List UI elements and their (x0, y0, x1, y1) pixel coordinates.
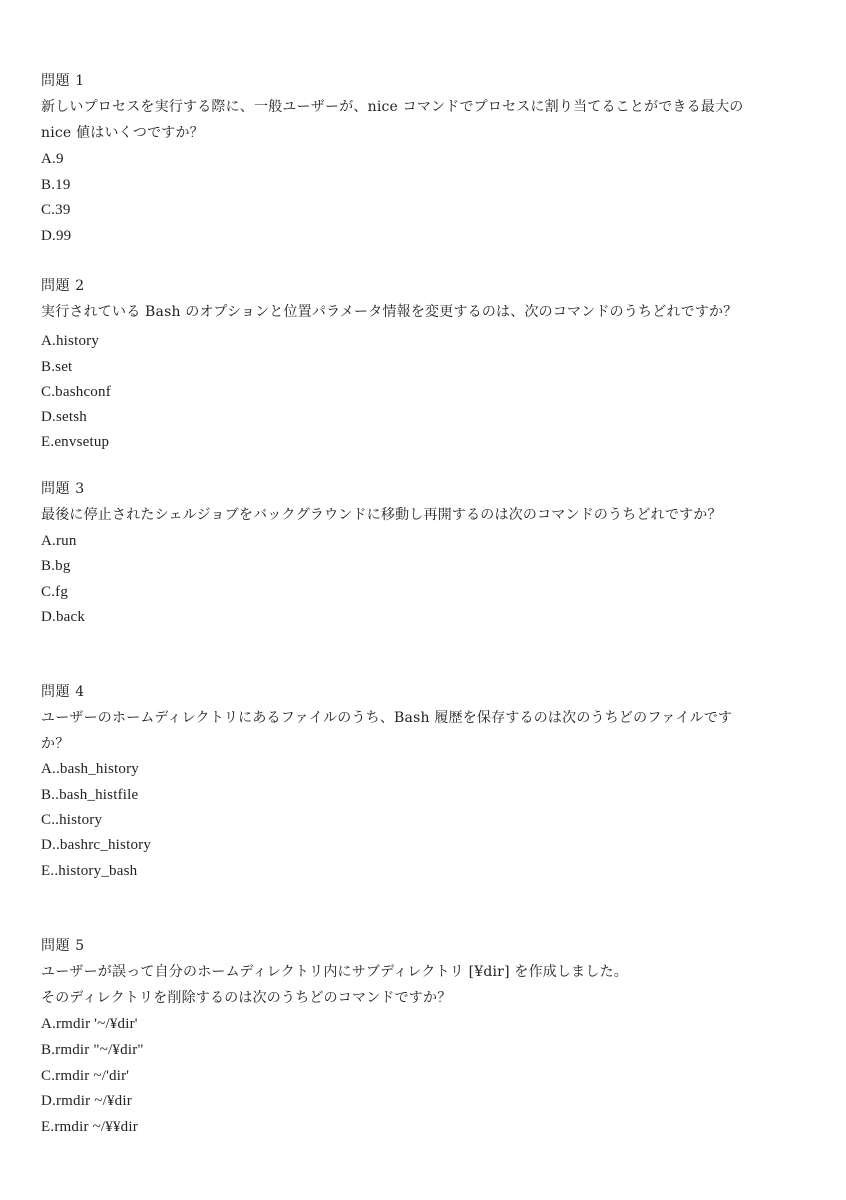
answer-option: A.9 (41, 151, 64, 167)
answer-option: B.rmdir "~/¥dir" (41, 1042, 144, 1058)
answer-option: B.bg (41, 558, 71, 574)
answer-option: B.19 (41, 177, 71, 193)
question-heading: 問題 1 (41, 73, 85, 89)
answer-option: D.setsh (41, 409, 87, 425)
answer-option: C.39 (41, 202, 71, 218)
question-text: 新しいプロセスを実行する際に、一般ユーザーが、nice コマンドでプロセスに割り当てることができる最大の (41, 99, 744, 115)
answer-option: E.envsetup (41, 434, 110, 450)
question-heading: 問題 2 (41, 278, 85, 294)
answer-option: A.run (41, 533, 77, 549)
answer-option: C..history (41, 812, 103, 828)
question-heading: 問題 5 (41, 938, 85, 954)
answer-option: E..history_bash (41, 863, 138, 879)
answer-option: D.rmdir ~/¥dir (41, 1093, 132, 1109)
question-heading: 問題 4 (41, 684, 85, 700)
question-text: ユーザーが誤って自分のホームディレクトリ内にサブディレクトリ [¥dir] を作成しました。 (41, 964, 628, 980)
question-text: 実行されている Bash のオプションと位置パラメータ情報を変更するのは、次のコマンドのうちどれですか？ (41, 304, 738, 320)
question-text: 最後に停止されたシェルジョブをバックグラウンドに移動し再開するのは次のコマンドのうちどれですか？ (41, 507, 722, 523)
answer-option: D.99 (41, 228, 72, 244)
answer-option: B.set (41, 359, 73, 375)
answer-option: D..bashrc_history (41, 837, 152, 853)
question-text: ユーザーのホームディレクトリにあるファイルのうち、Bash 履歴を保存するのは次のうちどのファイルです (41, 710, 733, 726)
question-text: か？ (41, 736, 70, 752)
answer-option: A..bash_history (41, 761, 139, 777)
answer-option: E.rmdir ~/¥¥dir (41, 1119, 138, 1135)
answer-option: D.back (41, 609, 86, 625)
answer-option: C.fg (41, 584, 69, 600)
question-text: そのディレクトリを削除するのは次のうちどのコマンドですか？ (41, 990, 452, 1006)
answer-option: B..bash_histfile (41, 787, 139, 803)
question-heading: 問題 3 (41, 481, 85, 497)
question-text: nice 値はいくつですか？ (41, 125, 204, 141)
answer-option: C.rmdir ~/'dir' (41, 1068, 130, 1084)
answer-option: A.rmdir '~/¥dir' (41, 1016, 138, 1032)
answer-option: A.history (41, 333, 100, 349)
answer-option: C.bashconf (41, 384, 111, 400)
